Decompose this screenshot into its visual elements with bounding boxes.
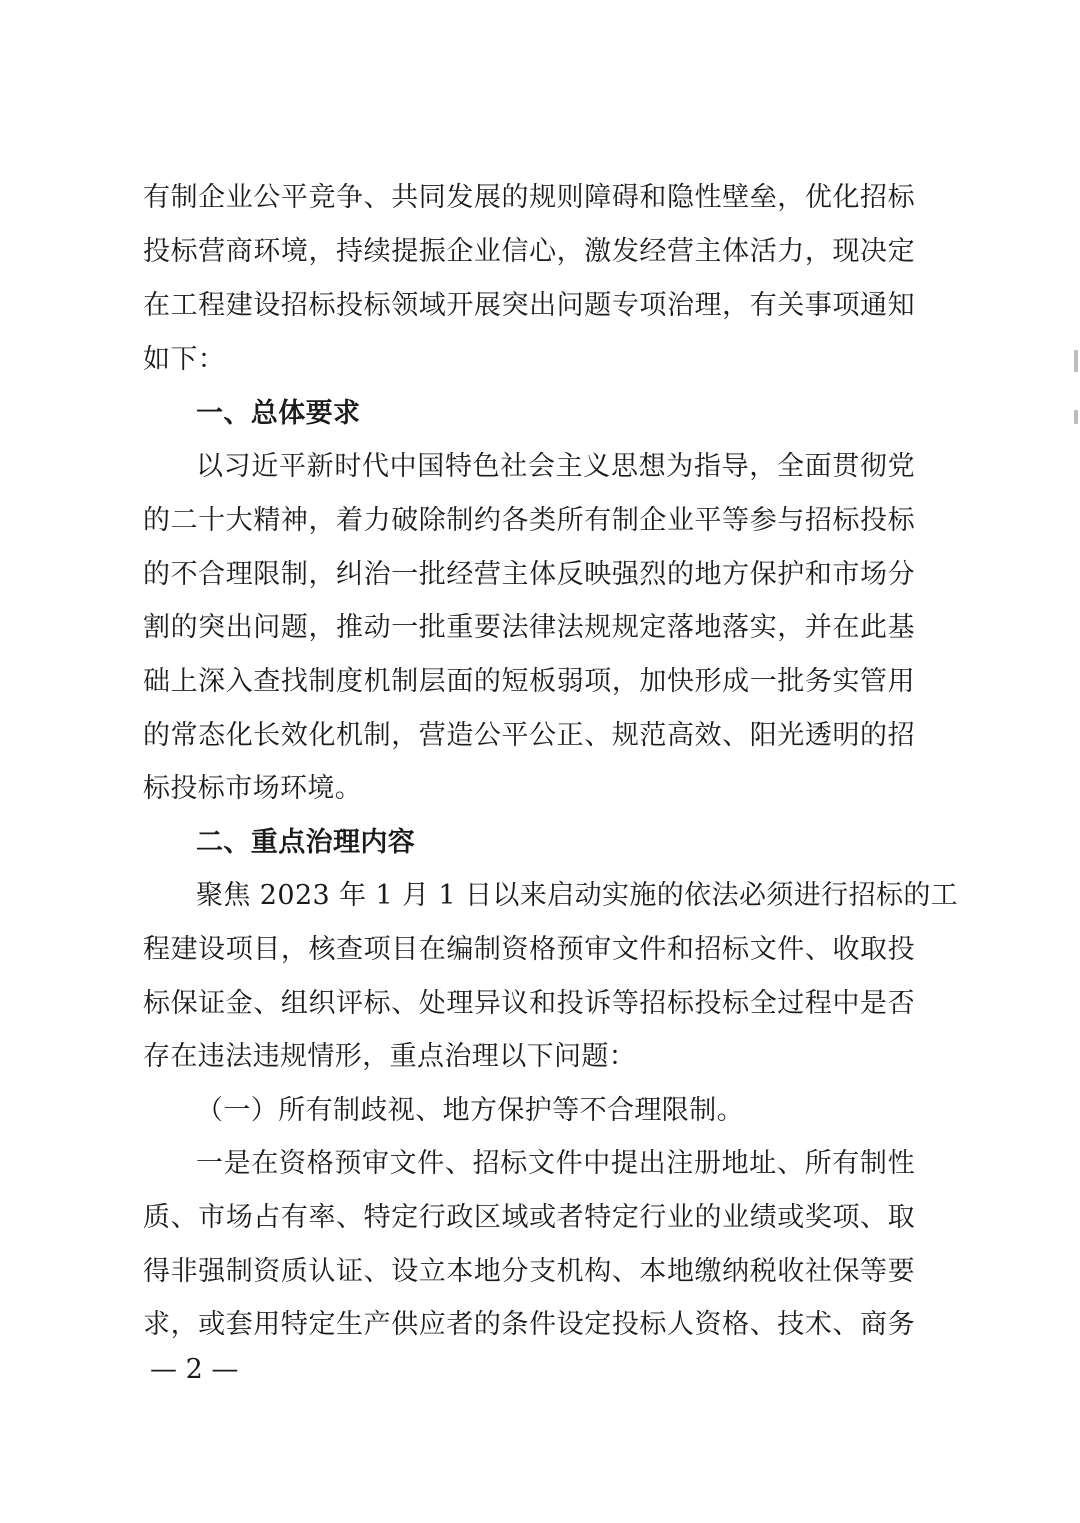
paragraph-line: 得非强制资质认证、设立本地分支机构、本地缴纳税收社保等要 xyxy=(143,1256,915,1287)
paragraph-line: 一是在资格预审文件、招标文件中提出注册地址、所有制性 xyxy=(196,1148,915,1179)
paragraph-line: 的常态化长效化机制，营造公平公正、规范高效、阳光透明的招 xyxy=(143,720,915,751)
paragraph-line: 程建设项目，核查项目在编制资格预审文件和招标文件、收取投 xyxy=(143,934,915,965)
paragraph-line: 割的突出问题，推动一批重要法律法规规定落地落实，并在此基 xyxy=(143,612,915,643)
paragraph-line: 求，或套用特定生产供应者的条件设定投标人资格、技术、商务 xyxy=(143,1309,915,1340)
paragraph-line: 的二十大精神，着力破除制约各类所有制企业平等参与招标投标 xyxy=(143,505,915,536)
paragraph-line: 的不合理限制，纠治一批经营主体反映强烈的地方保护和市场分 xyxy=(143,559,915,590)
paragraph-line: 在工程建设招标投标领域开展突出问题专项治理，有关事项通知 xyxy=(143,290,915,321)
subsection-heading-1: （一）所有制歧视、地方保护等不合理限制。 xyxy=(196,1095,744,1126)
page-number: — 2 — xyxy=(150,1354,239,1385)
paragraph-line: 存在违法违规情形，重点治理以下问题： xyxy=(143,1041,637,1072)
paragraph-line: 聚焦 2023 年 1 月 1 日以来启动实施的依法必须进行招标的工 xyxy=(196,880,959,911)
paragraph-line: 以习近平新时代中国特色社会主义思想为指导，全面贯彻党 xyxy=(196,451,915,482)
paragraph-line: 有制企业公平竞争、共同发展的规则障碍和隐性壁垒，优化招标 xyxy=(143,182,915,213)
scan-edge-mark xyxy=(1074,410,1078,424)
section-heading-2: 二、重点治理内容 xyxy=(196,827,416,858)
scan-edge-mark xyxy=(1074,350,1078,372)
paragraph-line: 础上深入查找制度机制层面的短板弱项，加快形成一批务实管用 xyxy=(143,666,915,697)
paragraph-line: 标保证金、组织评标、处理异议和投诉等招标投标全过程中是否 xyxy=(143,988,915,1019)
paragraph-line: 质、市场占有率、特定行政区域或者特定行业的业绩或奖项、取 xyxy=(143,1202,915,1233)
paragraph-line: 如下： xyxy=(143,344,226,375)
section-heading-1: 一、总体要求 xyxy=(196,398,361,429)
paragraph-line: 标投标市场环境。 xyxy=(143,773,363,804)
paragraph-line: 投标营商环境，持续提振企业信心，激发经营主体活力，现决定 xyxy=(143,236,915,267)
